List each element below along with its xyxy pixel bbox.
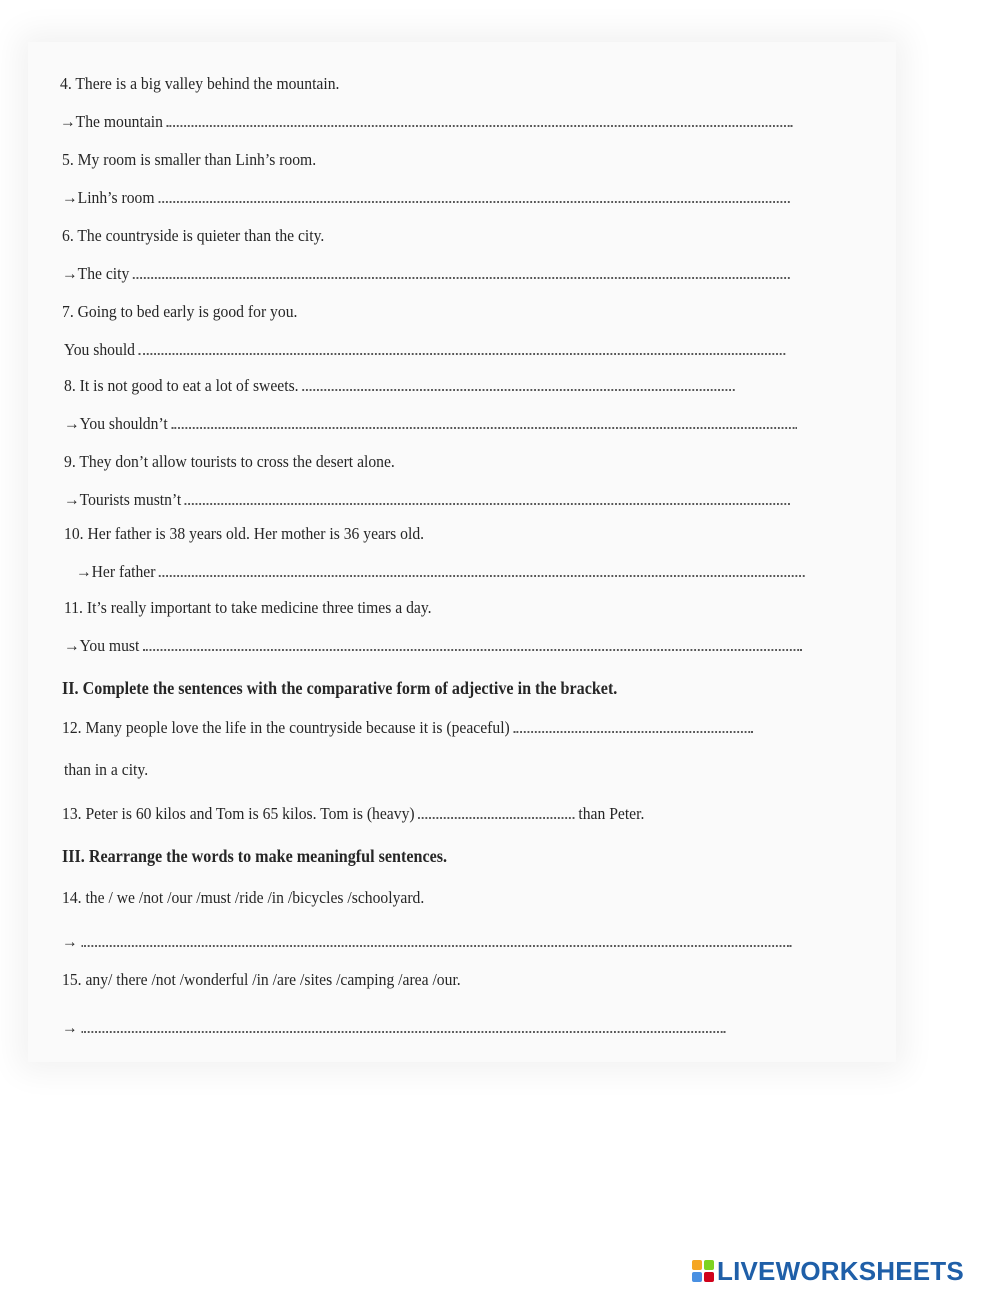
line-text: 4. There is a big valley behind the mountain.	[60, 74, 340, 93]
line-text: 14. the / we /not /our /must /ride /in /bicycles /schoolyard.	[62, 888, 425, 907]
exercise-line	[64, 760, 148, 780]
section-heading	[62, 846, 447, 866]
exercise-line	[60, 74, 339, 94]
line-text: 6. The countryside is quieter than the city.	[62, 226, 325, 245]
line-text: →The city	[62, 264, 130, 283]
answer-blank[interactable]	[139, 351, 786, 355]
answer-blank[interactable]	[143, 647, 802, 651]
line-text: 7. Going to bed early is good for you.	[62, 302, 298, 321]
line-text: →Her father	[76, 562, 156, 581]
line-text: →You must	[64, 636, 140, 655]
liveworksheets-logo-text: LIVEWORKSHEETS	[717, 1255, 964, 1286]
answer-blank[interactable]	[133, 275, 790, 279]
exercise-line	[62, 888, 424, 908]
line-text: →Tourists mustn’t	[64, 490, 182, 509]
answer-blank[interactable]	[302, 387, 734, 391]
answer-blank[interactable]	[81, 1029, 725, 1033]
line-text: 13. Peter is 60 kilos and Tom is 65 kilos. Tom is (heavy)	[62, 804, 415, 823]
section-heading	[62, 678, 617, 698]
line-text: II. Complete the sentences with the comparative form of adjective in the bracket.	[62, 678, 618, 698]
answer-blank[interactable]	[159, 573, 805, 577]
line-text: 11. It’s really important to take medicine three times a day.	[64, 598, 432, 617]
line-text: →	[62, 932, 78, 951]
liveworksheets-logo	[692, 1256, 964, 1286]
exercise-line	[62, 932, 792, 952]
line-text: You should	[64, 340, 135, 359]
exercise-line	[62, 804, 644, 824]
line-text: →You shouldn’t	[64, 414, 168, 433]
line-text: →Linh’s room	[62, 188, 155, 207]
exercise-line	[64, 490, 790, 510]
exercise-line	[62, 970, 461, 990]
exercise-line	[64, 598, 432, 618]
line-text: 9. They don’t allow tourists to cross the desert alone.	[64, 452, 395, 471]
line-text: 12. Many people love the life in the countryside because it is (peaceful)	[62, 718, 510, 737]
line-text: 15. any/ there /not /wonderful /in /are /sites /camping /area /our.	[62, 970, 461, 989]
line-text: III. Rearrange the words to make meaningful sentences.	[62, 846, 448, 866]
answer-blank[interactable]	[513, 729, 752, 733]
exercise-line	[64, 340, 785, 360]
exercise-line	[62, 264, 790, 284]
logo-square	[692, 1272, 702, 1282]
exercise-line	[64, 414, 797, 434]
exercise-line	[64, 636, 802, 656]
logo-square	[692, 1260, 702, 1270]
answer-blank[interactable]	[418, 815, 574, 819]
line-text-after: than Peter.	[578, 804, 645, 823]
exercise-line	[60, 112, 792, 132]
exercise-line	[62, 150, 316, 170]
logo-square	[704, 1260, 714, 1270]
exercise-line	[76, 562, 805, 582]
exercise-line	[64, 524, 424, 544]
line-text: 10. Her father is 38 years old. Her mother is 36 years old.	[64, 524, 425, 543]
logo-square	[704, 1272, 714, 1282]
liveworksheets-logo-icon	[692, 1260, 714, 1282]
exercise-line	[64, 452, 395, 472]
exercise-line	[62, 226, 324, 246]
answer-blank[interactable]	[81, 943, 791, 947]
line-text: →The mountain	[60, 112, 163, 131]
line-text: 8. It is not good to eat a lot of sweets.	[64, 376, 299, 395]
answer-blank[interactable]	[158, 199, 789, 203]
answer-blank[interactable]	[185, 501, 790, 505]
exercise-line	[64, 376, 735, 396]
answer-blank[interactable]	[167, 123, 793, 127]
exercise-line	[62, 718, 753, 738]
line-text: than in a city.	[64, 760, 149, 779]
exercise-line	[62, 302, 297, 322]
exercise-line	[62, 188, 789, 208]
answer-blank[interactable]	[171, 425, 797, 429]
line-text: →	[62, 1018, 78, 1037]
exercise-line	[62, 1018, 725, 1038]
line-text: 5. My room is smaller than Linh’s room.	[62, 150, 317, 169]
